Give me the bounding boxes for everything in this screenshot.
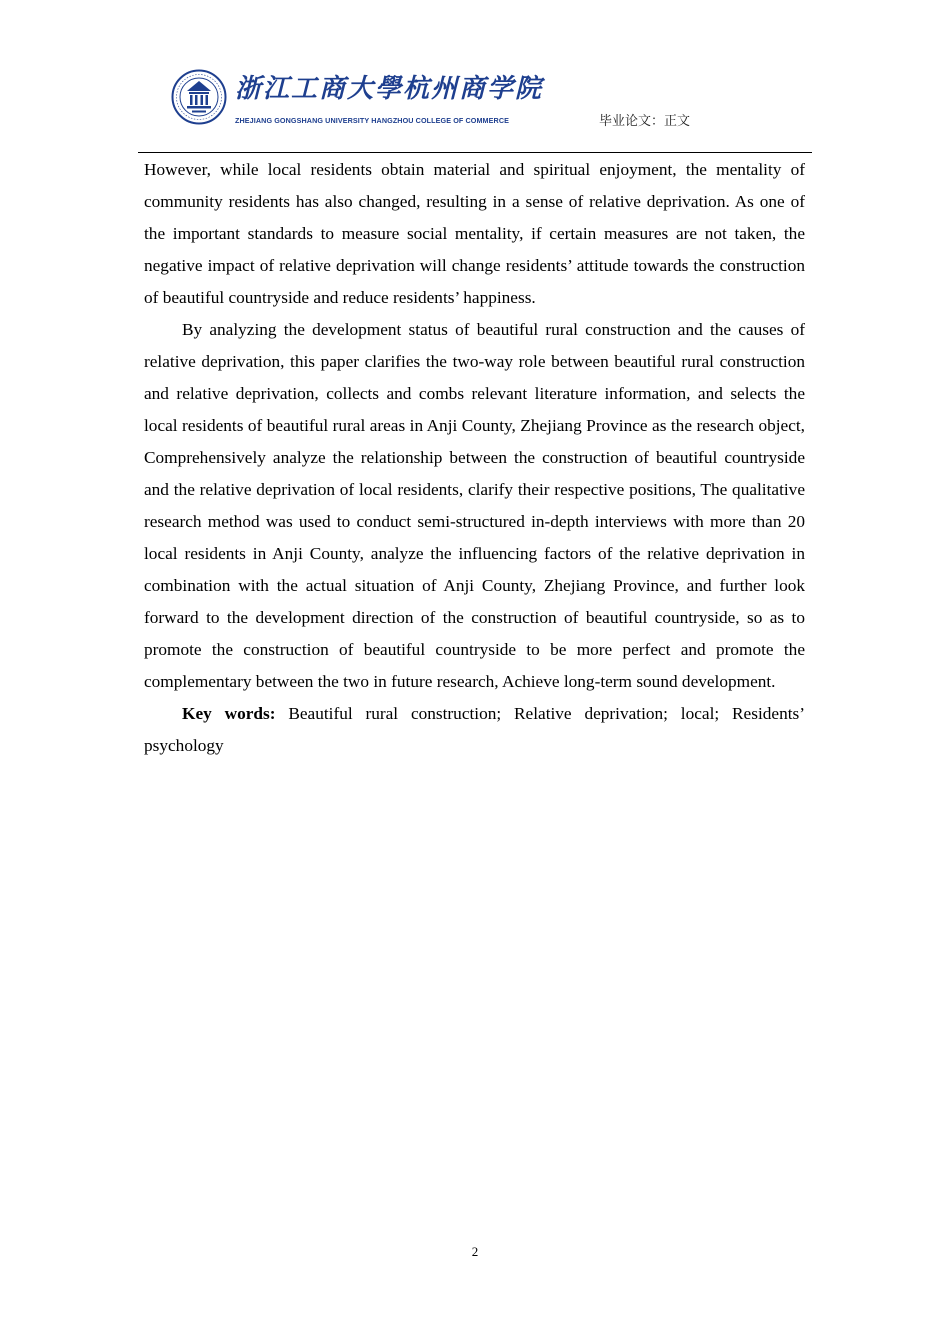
logo-english-name: ZHEJIANG GONGSHANG UNIVERSITY HANGZHOU COLLEGE OF COMMERCE bbox=[235, 116, 510, 125]
page-header bbox=[138, 60, 812, 153]
university-seal-icon bbox=[171, 69, 227, 125]
paragraph-2: By analyzing the development status of beautiful rural construction and the causes of relative deprivation, this paper clarifies the two-way role between beautiful rural construction and relative deprivation, collects and combs relevant literature information, and selects the local residents of beautiful rural areas in Anji County, Zhejiang Province as the research object, Comprehensively analyze the relationship between the construction of beautiful countryside and the relative deprivation of local residents, clarify their respective positions, The qualitative research method was used to conduct semi-structured in-depth interviews with more than 20 local residents in Anji County, analyze the influencing factors of the relative deprivation in combination with the actual situation of Anji County, Zhejiang Province, and further look forward to the development direction of the construction of beautiful countryside, so as to promote the construction of beautiful countryside to be more perfect and promote the complementary between the two in future research, Achieve long-term sound development. bbox=[144, 320, 805, 691]
university-logo bbox=[171, 66, 544, 130]
page-number: 2 bbox=[471, 1244, 479, 1259]
keywords-text: Beautiful rural construction; Relative deprivation; local; Residents’ psychology bbox=[144, 704, 805, 755]
paragraph-1: However, while local residents obtain material and spiritual enjoyment, the mentality of community residents has also changed, resulting in a sense of relative deprivation. As one of the important standards to measure social mentality, if certain measures are not taken, the negative impact of relative deprivation will change residents’ attitude towards the construction of beautiful countryside and reduce residents’ happiness. bbox=[144, 160, 805, 307]
document-section-label: 毕业论文：正文 bbox=[599, 114, 691, 129]
keywords-paragraph bbox=[144, 698, 805, 762]
logo-chinese-name: 浙江工商大學杭州商学院 bbox=[235, 74, 544, 104]
keywords-label: Key words: bbox=[182, 704, 276, 723]
abstract-body bbox=[144, 154, 805, 762]
